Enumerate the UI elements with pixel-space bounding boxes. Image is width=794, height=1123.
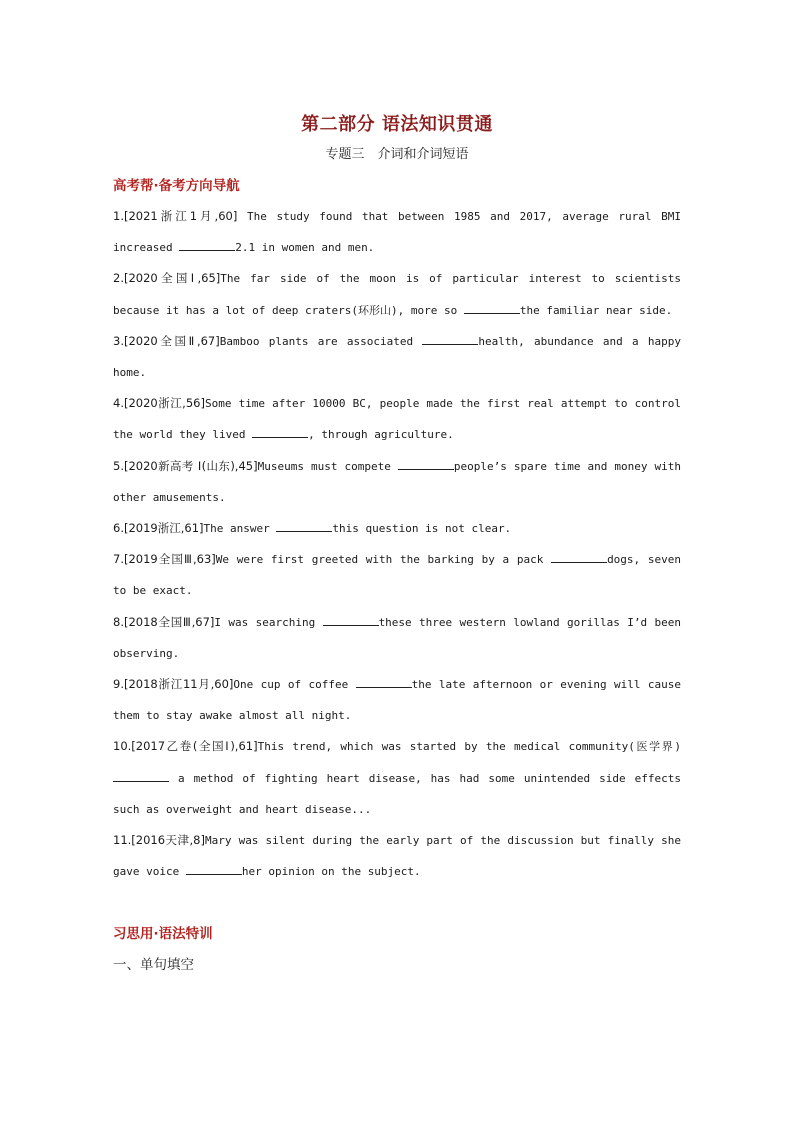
question-text-before-blank: One cup of coffee bbox=[233, 678, 356, 692]
page-title: 第二部分 语法知识贯通 bbox=[301, 114, 493, 135]
question-text-before-blank: Museums must compete bbox=[257, 459, 398, 473]
question-text-after-blank: dogs, seven to be exact. bbox=[113, 553, 681, 598]
question-text-after-blank: the familiar near side. bbox=[519, 303, 673, 317]
question-item bbox=[113, 326, 681, 388]
question-source: 1.[2021浙江1月,60] bbox=[113, 209, 238, 223]
question-item bbox=[113, 451, 681, 513]
question-text-after-blank: , through agriculture. bbox=[308, 428, 454, 442]
answer-blank bbox=[186, 864, 242, 875]
question-source: 8.[2018全国Ⅲ,67] bbox=[113, 614, 215, 629]
question-text-before-blank: Some time after 10000 BC, people made the first real attempt to control the world they lived bbox=[113, 397, 681, 442]
section-heading-fill-blank: 一、单句填空 bbox=[113, 957, 194, 973]
question-text-before-blank: The far side of the moon is of particular interest to scientists because it has a lot of deep craters(环形山), more so bbox=[113, 272, 681, 317]
answer-blank bbox=[551, 552, 607, 563]
question-item bbox=[113, 731, 681, 825]
question-source: 11.[2016天津,8] bbox=[113, 833, 205, 848]
question-item bbox=[113, 669, 681, 731]
question-text-before-blank: I was searching bbox=[214, 615, 323, 629]
question-text-after-blank: the late afternoon or evening will cause them to stay awake almost all night. bbox=[113, 678, 681, 723]
question-item bbox=[113, 201, 681, 263]
section-heading-guide: 高考帮·备考方向导航 bbox=[113, 178, 240, 194]
question-text-after-blank: a method of fighting heart disease, has had some unintended side effects such as overweight and heart disease... bbox=[113, 771, 681, 816]
question-source: 6.[2019浙江,61] bbox=[113, 521, 204, 536]
question-item bbox=[113, 513, 681, 544]
question-item bbox=[113, 263, 681, 325]
question-list bbox=[113, 201, 681, 887]
question-text-before-blank: The study found that between 1985 and 2017, average rural BMI increased bbox=[113, 210, 681, 255]
question-text-after-blank: 2.1 in women and men. bbox=[235, 241, 375, 255]
question-text-after-blank: health, abundance and a happy home. bbox=[113, 334, 681, 380]
question-text-after-blank: this question is not clear. bbox=[332, 522, 512, 536]
question-source: 4.[2020浙江,56] bbox=[113, 396, 205, 411]
page-subtitle: 专题三 介词和介词短语 bbox=[325, 147, 469, 162]
question-item bbox=[113, 607, 681, 669]
answer-blank bbox=[276, 521, 332, 532]
question-source: 2.[2020全国Ⅰ,65] bbox=[113, 271, 221, 286]
question-text-before-blank: The answer bbox=[203, 522, 277, 536]
question-text-before-blank: Mary was silent during the early part of the discussion but finally she gave voice bbox=[113, 834, 681, 879]
answer-blank bbox=[356, 677, 412, 688]
question-source: 10.[2017乙卷(全国Ⅰ),61] bbox=[113, 739, 258, 754]
question-source: 3.[2020全国Ⅱ,67] bbox=[113, 333, 220, 348]
question-text-before-blank: This trend, which was started by the medical community(医学界) bbox=[257, 740, 681, 754]
answer-blank bbox=[464, 303, 520, 314]
question-item bbox=[113, 388, 681, 450]
answer-blank bbox=[398, 459, 454, 470]
answer-blank bbox=[179, 240, 235, 251]
question-text-after-blank: her opinion on the subject. bbox=[241, 865, 421, 879]
answer-blank bbox=[323, 615, 379, 626]
answer-blank bbox=[422, 334, 478, 345]
question-text-before-blank: We were first greeted with the barking by a pack bbox=[215, 553, 552, 567]
question-text-before-blank: Bamboo plants are associated bbox=[219, 334, 423, 348]
question-source: 7.[2019全国Ⅲ,63] bbox=[113, 552, 216, 567]
answer-blank bbox=[252, 427, 308, 438]
question-text-after-blank: these three western lowland gorillas I’d been observing. bbox=[113, 615, 681, 660]
question-source: 5.[2020新高考 Ⅰ(山东),45] bbox=[113, 458, 258, 473]
question-item bbox=[113, 825, 681, 887]
question-item bbox=[113, 544, 681, 606]
section-heading-practice: 习思用·语法特训 bbox=[113, 926, 213, 942]
answer-blank bbox=[113, 771, 169, 782]
question-text-after-blank: people’s spare time and money with other amusements. bbox=[113, 459, 681, 504]
question-source: 9.[2018浙江11月,60] bbox=[113, 677, 234, 692]
